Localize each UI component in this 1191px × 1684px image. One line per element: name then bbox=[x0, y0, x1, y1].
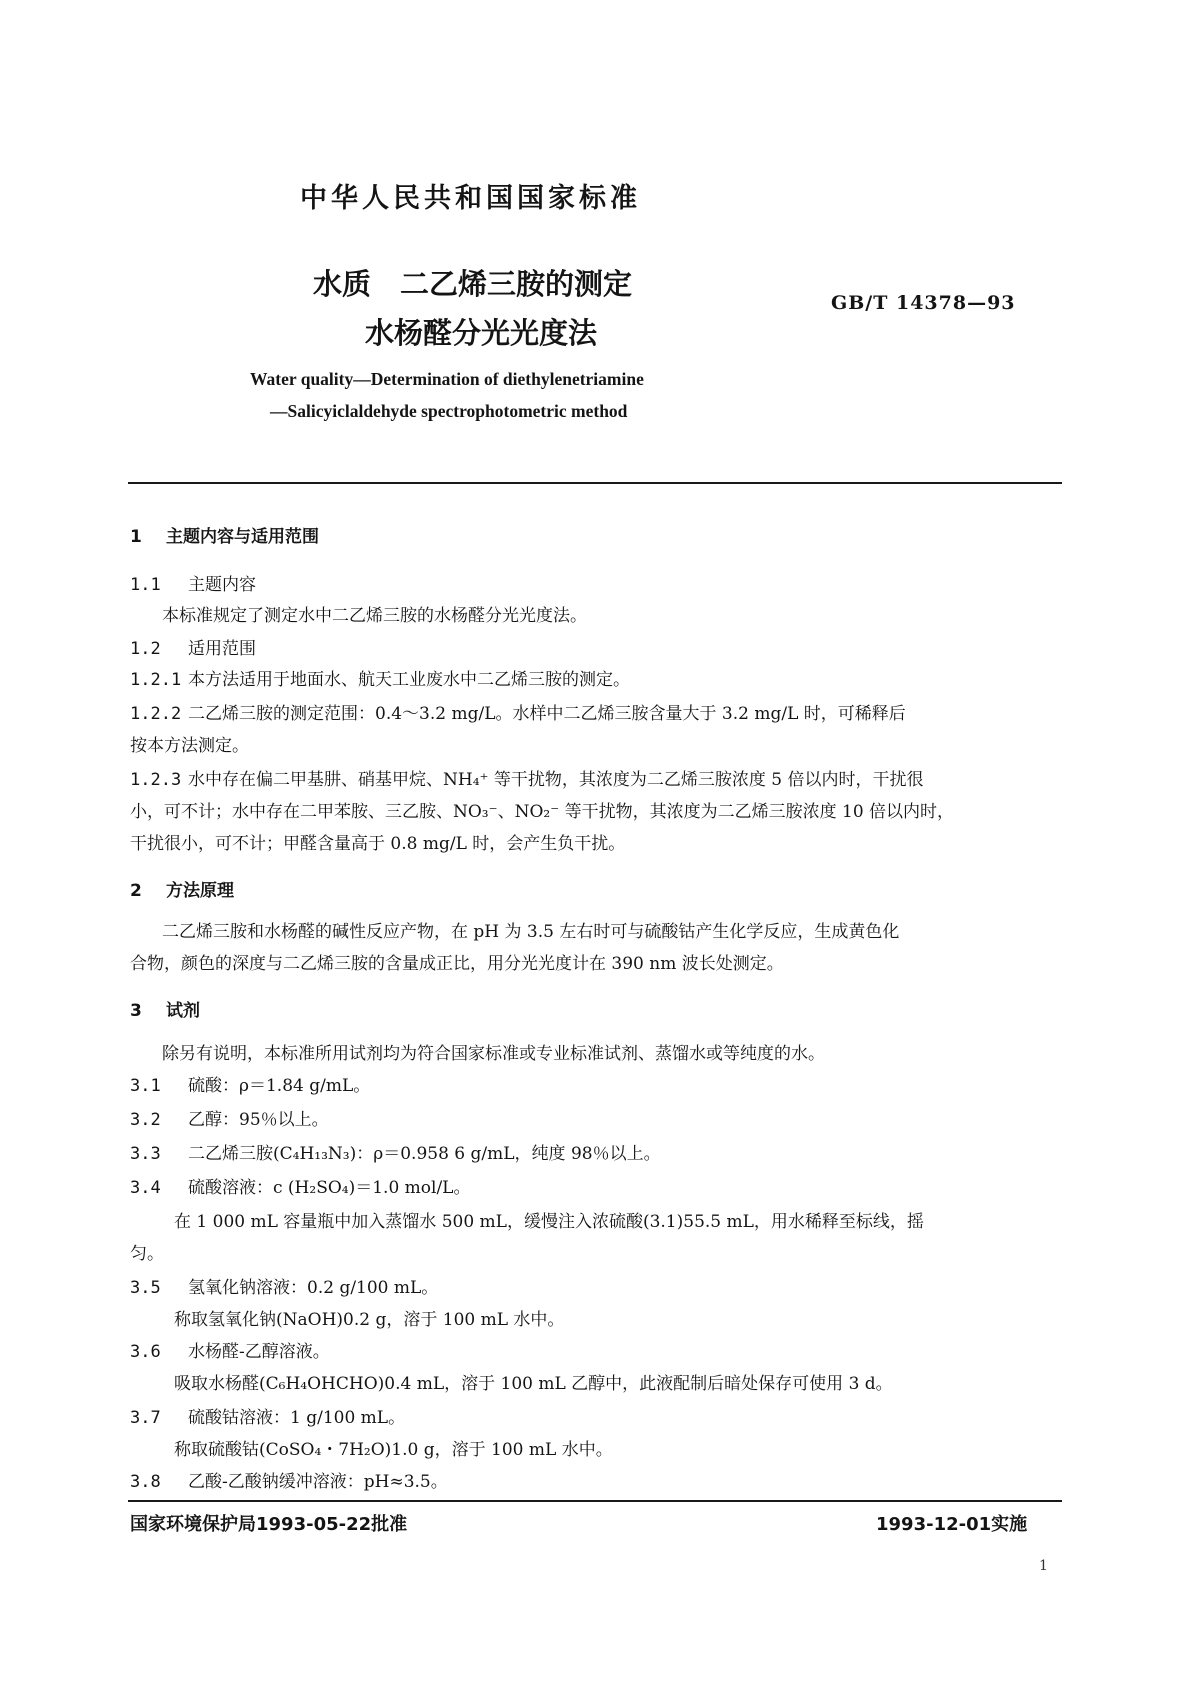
section-3-1 bbox=[130, 1070, 370, 1102]
country-standard-header: 中华人民共和国国家标准 bbox=[300, 183, 641, 214]
section-text: 硫酸：ρ＝1.84 g/mL。 bbox=[188, 1076, 371, 1096]
section-1-2-2-line-b: 按本方法测定。 bbox=[130, 736, 249, 756]
section-1-heading bbox=[130, 522, 319, 547]
section-number: 2 bbox=[130, 881, 142, 901]
page-number: 1 bbox=[1039, 1558, 1048, 1574]
section-number: 1.2.2 bbox=[130, 704, 182, 724]
section-text: 二乙烯三胺(C₄H₁₃N₃)：ρ＝0.958 6 g/mL，纯度 98％以上。 bbox=[188, 1144, 661, 1164]
standard-number: GB/T 14378—93 bbox=[831, 292, 1016, 314]
section-2-line-a: 二乙烯三胺和水杨醛的碱性反应产物，在 pH 为 3.5 左右时可与硫酸钴产生化学反应，生成黄色化 bbox=[162, 922, 900, 942]
footer-divider bbox=[128, 1500, 1062, 1502]
section-2-heading bbox=[130, 876, 234, 901]
section-1-1-heading bbox=[130, 570, 256, 595]
section-1-2-3-line-c: 干扰很小，可不计；甲醛含量高于 0.8 mg/L 时，会产生负干扰。 bbox=[130, 834, 626, 854]
english-title-line-2: —Salicyiclaldehyde spectrophotometric method bbox=[270, 401, 628, 421]
section-text: 水中存在偏二甲基肼、硝基甲烷、NH₄⁺ 等干扰物，其浓度为二乙烯三胺浓度 5 倍以内时，干扰很 bbox=[188, 770, 924, 790]
section-number: 1.2.1 bbox=[130, 670, 182, 690]
title-line-2: 水杨醛分光光度法 bbox=[365, 316, 598, 350]
section-1-2-3-line-a bbox=[130, 764, 924, 796]
section-2-line-b: 合物，颜色的深度与二乙烯三胺的含量成正比，用分光光度计在 390 nm 波长处测定。 bbox=[130, 954, 784, 974]
section-text: 乙酸-乙酸钠缓冲溶液：pH≈3.5。 bbox=[188, 1472, 448, 1492]
effective-date: 1993-12-01实施 bbox=[876, 1514, 1028, 1535]
section-3-4-detail-a: 在 1 000 mL 容量瓶中加入蒸馏水 500 mL，缓慢注入浓硫酸(3.1)55.5 mL，用水稀释至标线，摇 bbox=[174, 1212, 924, 1232]
section-3-7 bbox=[130, 1402, 405, 1434]
approval-note: 国家环境保护局1993-05-22批准 bbox=[130, 1514, 408, 1535]
section-3-8 bbox=[130, 1466, 448, 1498]
section-number: 1.2.3 bbox=[130, 770, 182, 790]
section-1-2-2-line-a bbox=[130, 698, 906, 730]
section-text: 硫酸溶液：c (H₂SO₄)＝1.0 mol/L。 bbox=[188, 1178, 471, 1198]
section-3-7-detail: 称取硫酸钴(CoSO₄・7H₂O)1.0 g，溶于 100 mL 水中。 bbox=[174, 1440, 613, 1460]
section-title: 方法原理 bbox=[166, 881, 234, 901]
section-3-6 bbox=[130, 1336, 330, 1368]
section-title: 主题内容与适用范围 bbox=[166, 527, 319, 547]
section-number: 1 bbox=[130, 527, 142, 547]
section-3-5 bbox=[130, 1272, 438, 1304]
section-title: 主题内容 bbox=[188, 575, 256, 595]
section-number: 1.1 bbox=[130, 575, 161, 595]
section-text: 氢氧化钠溶液：0.2 g/100 mL。 bbox=[188, 1278, 439, 1298]
section-number: 3.6 bbox=[130, 1342, 161, 1362]
english-title-line-1: Water quality—Determination of diethylenetriamine bbox=[250, 369, 644, 389]
section-title: 试剂 bbox=[166, 1001, 200, 1021]
section-text: 水杨醛-乙醇溶液。 bbox=[188, 1342, 330, 1362]
section-3-intro: 除另有说明，本标准所用试剂均为符合国家标准或专业标准试剂、蒸馏水或等纯度的水。 bbox=[162, 1044, 825, 1064]
section-1-1-text: 本标准规定了测定水中二乙烯三胺的水杨醛分光光度法。 bbox=[162, 606, 587, 626]
section-1-2-heading bbox=[130, 634, 256, 659]
section-3-4 bbox=[130, 1172, 470, 1204]
section-number: 1.2 bbox=[130, 639, 161, 659]
section-3-5-detail: 称取氢氧化钠(NaOH)0.2 g，溶于 100 mL 水中。 bbox=[174, 1310, 565, 1330]
section-number: 3.7 bbox=[130, 1408, 161, 1428]
section-text: 硫酸钴溶液：1 g/100 mL。 bbox=[188, 1408, 406, 1428]
section-3-6-detail: 吸取水杨醛(C₆H₄OHCHO)0.4 mL，溶于 100 mL 乙醇中，此液配制后暗处保存可使用 3 d。 bbox=[174, 1374, 893, 1394]
section-text: 本方法适用于地面水、航天工业废水中二乙烯三胺的测定。 bbox=[188, 670, 630, 690]
section-1-2-3-line-b: 小，可不计；水中存在二甲苯胺、三乙胺、NO₃⁻、NO₂⁻ 等干扰物，其浓度为二乙烯三胺浓度 10 倍以内时， bbox=[130, 802, 955, 822]
section-number: 3 bbox=[130, 1001, 142, 1021]
section-number: 3.8 bbox=[130, 1472, 161, 1492]
header-divider bbox=[128, 482, 1062, 484]
section-1-2-1 bbox=[130, 664, 630, 696]
title-line-1: 水质 二乙烯三胺的测定 bbox=[313, 267, 633, 301]
section-3-2 bbox=[130, 1104, 329, 1136]
section-text: 二乙烯三胺的测定范围：0.4～3.2 mg/L。水样中二乙烯三胺含量大于 3.2 mg/L 时，可稀释后 bbox=[188, 704, 906, 724]
section-number: 3.4 bbox=[130, 1178, 161, 1198]
section-text: 乙醇：95％以上。 bbox=[188, 1110, 329, 1130]
section-3-3 bbox=[130, 1138, 661, 1170]
section-3-heading bbox=[130, 996, 200, 1021]
section-number: 3.2 bbox=[130, 1110, 161, 1130]
section-number: 3.1 bbox=[130, 1076, 161, 1096]
section-title: 适用范围 bbox=[188, 639, 256, 659]
section-3-4-detail-b: 匀。 bbox=[130, 1244, 164, 1264]
section-number: 3.5 bbox=[130, 1278, 161, 1298]
section-number: 3.3 bbox=[130, 1144, 161, 1164]
